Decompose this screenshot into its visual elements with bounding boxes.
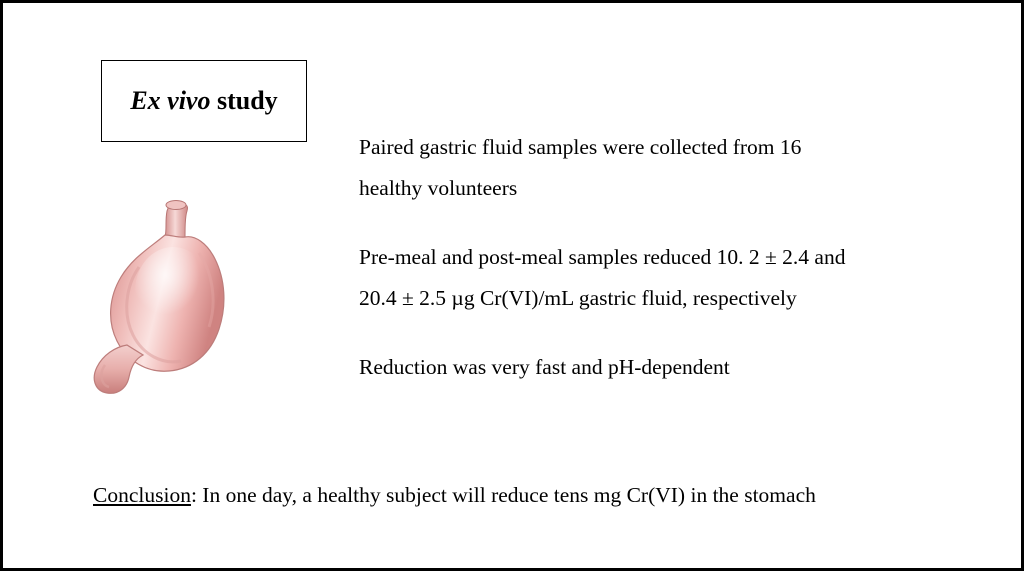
body-text — [359, 127, 999, 388]
body-line-5: Reduction was very fast and pH-dependent — [359, 355, 730, 379]
stomach-icon — [81, 195, 271, 405]
spacer-2 — [359, 319, 999, 347]
body-line-4: 20.4 ± 2.5 µg Cr(VI)/mL gastric fluid, respectively — [359, 286, 797, 310]
body-line-1: Paired gastric fluid samples were collected from 16 — [359, 135, 802, 159]
conclusion-line — [93, 483, 816, 508]
stomach-illustration — [81, 195, 271, 405]
spacer-1 — [359, 209, 999, 237]
page-title-italic: Ex vivo — [130, 86, 211, 115]
paragraph-2 — [359, 237, 999, 319]
title-box — [101, 60, 307, 142]
paragraph-3 — [359, 347, 999, 388]
body-line-2: healthy volunteers — [359, 176, 518, 200]
page-title-rest: study — [210, 86, 278, 115]
paragraph-1 — [359, 127, 999, 209]
page-title — [130, 86, 277, 116]
conclusion-text: : In one day, a healthy subject will reduce tens mg Cr(VI) in the stomach — [190, 483, 816, 507]
conclusion-label: Conclusion — [93, 483, 191, 507]
body-line-3: Pre-meal and post-meal samples reduced 10. 2 ± 2.4 and — [359, 245, 846, 269]
